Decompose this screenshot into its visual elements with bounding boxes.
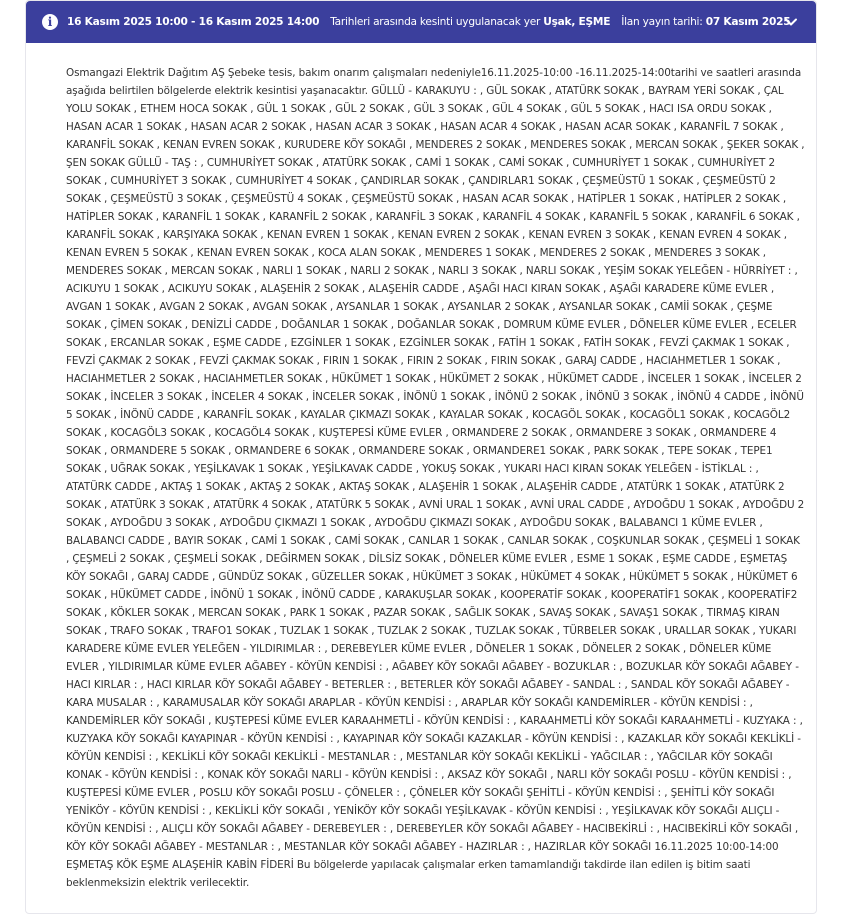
outage-location: Uşak, EŞME	[543, 16, 611, 28]
publish-date: 07 Kasım 2025	[705, 16, 791, 28]
notice-header-bar[interactable]	[26, 1, 816, 43]
location-label: Tarihleri arasında kesinti uygulanacak yer	[330, 16, 541, 28]
chevron-down-icon[interactable]	[784, 15, 798, 29]
notice-header-text	[67, 1, 790, 43]
info-icon: i	[42, 14, 58, 30]
publish-date-label: İlan yayın tarihi:	[621, 16, 703, 28]
outage-description: Osmangazi Elektrik Dağıtım AŞ Şebeke tesis, bakım onarım çalışmaları nedeniyle16.11.2025-10:00 -16.11.2025-14:00tarihi ve saatleri arasında aşağıda belirtilen bölgelerde elektrik kesintisi yaşanacaktır. GÜLLÜ - KARAKUYU : , GÜL SOKAK , ATATÜRK SOKAK , BAYRAM YERİ SOKAK , ÇAL YOLU SOKAK , ETHEM HOCA SOKAK , GÜL 1 SOKAK , GÜL 2 SOKAK , GÜL 3 SOKAK , GÜL 4 SOKAK , GÜL 5 SOKAK , HACI ISA ORDU SOKAK , HASAN ACAR 1 SOKAK , HASAN ACAR 2 SOKAK , HASAN ACAR 3 SOKAK , HASAN ACAR 4 SOKAK , HASAN ACAR SOKAK , KARANFİL 7 SOKAK , KARANFİL SOKAK , KENAN EVREN SOKAK , KURUDERE KÖY SOKAĞI , MENDERES 2 SOKAK , MENDERES SOKAK , MERCAN SOKAK , ŞEKER SOKAK , ŞEN SOKAK GÜLLÜ - TAŞ : , CUMHURİYET SOKAK , ATATÜRK SOKAK , CAMİ 1 SOKAK , CAMİ SOKAK , CUMHURİYET 1 SOKAK , CUMHURİYET 2 SOKAK , CUMHURİYET 3 SOKAK , CUMHURİYET 4 SOKAK , ÇANDIRLAR SOKAK , ÇANDIRLAR1 SOKAK , ÇEŞMEÜSTÜ 1 SOKAK , ÇEŞMEÜSTÜ 2 SOKAK , ÇEŞMEÜSTÜ 3 SOKAK , ÇEŞMEÜSTÜ 4 SOKAK , ÇEŞMEÜSTÜ SOKAK , HASAN ACAR SOKAK , HATİPLER 1 SOKAK , HATİPLER 2 SOKAK , HATİPLER SOKAK , KARANFİL 1 SOKAK , KARANFİL 2 SOKAK , KARANFİL 3 SOKAK , KARANFİL 4 SOKAK , KARANFİL 5 SOKAK , KARANFİL 6 SOKAK , KARANFİL SOKAK , KARŞIYAKA SOKAK , KENAN EVREN 1 SOKAK , KENAN EVREN 2 SOKAK , KENAN EVREN 3 SOKAK , KENAN EVREN 4 SOKAK , KENAN EVREN 5 SOKAK , KENAN EVREN SOKAK , KOCA ALAN SOKAK , MENDERES 1 SOKAK , MENDERES 2 SOKAK , MENDERES 3 SOKAK , MENDERES SOKAK , MERCAN SOKAK , NARLI 1 SOKAK , NARLI 2 SOKAK , NARLI 3 SOKAK , NARLI SOKAK , YEŞİM SOKAK YELEĞEN - HÜRRİYET : , ACIKUYU 1 SOKAK , ACIKUYU SOKAK , ALAŞEHİR 2 SOKAK , ALAŞEHİR CADDE , AŞAĞI HACI KIRAN SOKAK , AŞAĞI KARADERE KÜME EVLER , AVGAN 1 SOKAK , AVGAN 2 SOKAK , AVGAN SOKAK , AYSANLAR 1 SOKAK , AYSANLAR 2 SOKAK , AYSANLAR SOKAK , CAMİİ SOKAK , ÇEŞME SOKAK , ÇİMEN SOKAK , DENİZLİ CADDE , DOĞANLAR 1 SOKAK , DOĞANLAR SOKAK , DOMRUM KÜME EVLER , DÖNELER KÜME EVLER , ECELER SOKAK , ERCANLAR SOKAK , EŞME CADDE , EZGİNLER 1 SOKAK , EZGİNLER SOKAK , FATİH 1 SOKAK , FATİH SOKAK , FEVZİ ÇAKMAK 1 SOKAK , FEVZİ ÇAKMAK 2 SOKAK , FEVZİ ÇAKMAK SOKAK , FIRIN 1 SOKAK , FIRIN 2 SOKAK , FIRIN SOKAK , GARAJ CADDE , HACIAHMETLER 1 SOKAK , HACIAHMETLER 2 SOKAK , HACIAHMETLER SOKAK , HÜKÜMET 1 SOKAK , HÜKÜMET 2 SOKAK , HÜKÜMET CADDE , İNCELER 1 SOKAK , İNCELER 2 SOKAK , İNCELER 3 SOKAK , İNCELER 4 SOKAK , İNCELER SOKAK , İNÖNÜ 1 SOKAK , İNÖNÜ 2 SOKAK , İNÖNÜ 3 SOKAK , İNÖNÜ 4 CADDE , İNÖNÜ 5 SOKAK , İNÖNÜ CADDE , KARANFİL SOKAK , KAYALAR ÇIKMAZI SOKAK , KAYALAR SOKAK , KOCAGÖL SOKAK , KOCAGÖL1 SOKAK , KOCAGÖL2 SOKAK , KOCAGÖL3 SOKAK , KOCAGÖL4 SOKAK , KUŞTEPESİ KÜME EVLER , ORMANDERE 2 SOKAK , ORMANDERE 3 SOKAK , ORMANDERE 4 SOKAK , ORMANDERE 5 SOKAK , ORMANDERE 6 SOKAK , ORMANDERE SOKAK , ORMANDERE1 SOKAK , PARK SOKAK , TEPE SOKAK , TEPE1 SOKAK , UĞRAK SOKAK , YEŞİLKAVAK 1 SOKAK , YEŞİLKAVAK CADDE , YOKUŞ SOKAK , YUKARI HACI KIRAN SOKAK YELEĞEN - İSTİKLAL : , ATATÜRK CADDE , AKTAŞ 1 SOKAK , AKTAŞ 2 SOKAK , AKTAŞ SOKAK , ALAŞEHİR 1 SOKAK , ALAŞEHİR CADDE , ATATÜRK 1 SOKAK , ATATÜRK 2 SOKAK , ATATÜRK 3 SOKAK , ATATÜRK 4 SOKAK , ATATÜRK 5 SOKAK , AVNİ URAL 1 SOKAK , AVNİ URAL CADDE , AYDOĞDU 1 SOKAK , AYDOĞDU 2 SOKAK , AYDOĞDU 3 SOKAK , AYDOĞDU ÇIKMAZI 1 SOKAK , AYDOĞDU ÇIKMAZI SOKAK , AYDOĞDU SOKAK , BALABANCI 1 KÜME EVLER , BALABANCI CADDE , BAYIR SOKAK , CAMİ 1 SOKAK , CAMİ SOKAK , CANLAR 1 SOKAK , CANLAR SOKAK , COŞKUNLAR SOKAK , ÇEŞMELİ 1 SOKAK , ÇEŞMELİ 2 SOKAK , ÇEŞMELİ SOKAK , DEĞİRMEN SOKAK , DİLSİZ SOKAK , DÖNELER KÜME EVLER , ESME 1 SOKAK , EŞME CADDE , EŞMETAŞ KÖY SOKAĞI , GARAJ CADDE , GÜNDÜZ SOKAK , GÜZELLER SOKAK , HÜKÜMET 3 SOKAK , HÜKÜMET 4 SOKAK , HÜKÜMET 5 SOKAK , HÜKÜMET 6 SOKAK , HÜKÜMET CADDE , İNÖNÜ 1 SOKAK , İNÖNÜ CADDE , KARAKUŞLAR SOKAK , KOOPERATİF SOKAK , KOOPERATİF1 SOKAK , KOOPERATİF2 SOKAK , KÖKLER SOKAK , MERCAN SOKAK , PARK 1 SOKAK , PAZAR SOKAK , SAĞLIK SOKAK , SAVAŞ SOKAK , SAVAŞ1 SOKAK , TIRMAŞ KIRAN SOKAK , TRAFO SOKAK , TRAFO1 SOKAK , TUZLAK 1 SOKAK , TUZLAK 2 SOKAK , TUZLAK SOKAK , TÜRBELER SOKAK , URALLAR SOKAK , YUKARI KARADERE KÜME EVLER YELEĞEN - YILDIRIMLAR : , DEREBEYLER KÜME EVLER , DÖNELER 1 SOKAK , DÖNELER 2 SOKAK , DÖNELER KÜME EVLER , YILDIRIMLAR KÜME EVLER AĞABEY - KÖYÜN KENDİSİ : , AĞABEY KÖY SOKAĞI AĞABEY - BOZUKLAR : , BOZUKLAR KÖY SOKAĞI AĞABEY - HACI KIRLAR : , HACI KIRLAR KÖY SOKAĞI AĞABEY - BETERLER : , BETERLER KÖY SOKAĞI AĞABEY - SANDAL : , SANDAL KÖY SOKAĞI AĞABEY - KARA MUSALAR : , KARAMUSALAR KÖY SOKAĞI ARAPLAR - KÖYÜN KENDİSİ : , ARAPLAR KÖY SOKAĞI KANDEMİRLER - KÖYÜN KENDİSİ : , KANDEMİRLER KÖY SOKAĞI , KUŞTEPESİ KÜME EVLER KARAAHMETLİ - KÖYÜN KENDİSİ : , KARAAHMETLİ KÖY SOKAĞI KARAAHMETLİ - KUZYAKA : , KUZYAKA KÖY SOKAĞI KAYAPINAR - KÖYÜN KENDİSİ : , KAYAPINAR KÖY SOKAĞI KAZAKLAR - KÖYÜN KENDİSİ : , KAZAKLAR KÖY SOKAĞI KEKLİKLİ - KÖYÜN KENDİSİ : , KEKLİKLİ KÖY SOKAĞI KEKLİKLİ - MESTANLAR : , MESTANLAR KÖY SOKAĞI KEKLİKLİ - YAĞCILAR : , YAĞCILAR KÖY SOKAĞI KONAK - KÖYÜN KENDİSİ : , KONAK KÖY SOKAĞI NARLI - KÖYÜN KENDİSİ : , AKSAZ KÖY SOKAĞI , NARLI KÖY SOKAĞI POSLU - KÖYÜN KENDİSİ : , KUŞTEPESİ KÜME EVLER , POSLU KÖY SOKAĞI POSLU - ÇÖNELER : , ÇÖNELER KÖY SOKAĞI ŞEHİTLİ - KÖYÜN KENDİSİ : , ŞEHİTLİ KÖY SOKAĞI YENİKÖY - KÖYÜN KENDİSİ : , KEKLİKLİ KÖY SOKAĞI , YENİKÖY KÖY SOKAĞI YEŞİLKAVAK - KÖYÜN KENDİSİ : , YEŞİLKAVAK KÖY SOKAĞI ALIÇLI - KÖYÜN KENDİSİ : , ALIÇLI KÖY SOKAĞI AĞABEY - DEREBEYLER : , DEREBEYLER KÖY SOKAĞI AĞABEY - HACIBEKİRLİ : , HACIBEKİRLİ KÖY SOKAĞI , KÖY KÖY SOKAĞI AĞABEY - MESTANLAR : , MESTANLAR KÖY SOKAĞI AĞABEY - HAZIRLAR : , HAZIRLAR KÖY SOKAĞI 16.11.2025 10:00-14:00 EŞMETAŞ KÖK EŞME ALAŞEHİR KABİN FİDERİ Bu bölgelerde yapılacak çalışmalar erken tamamlandığı takdirde ilan edilen iş bitim saati beklenmeksizin elektrik verilecektir.	[66, 67, 805, 889]
outage-notice-card	[25, 0, 817, 914]
outage-date-range: 16 Kasım 2025 10:00 - 16 Kasım 2025 14:00	[67, 16, 320, 28]
